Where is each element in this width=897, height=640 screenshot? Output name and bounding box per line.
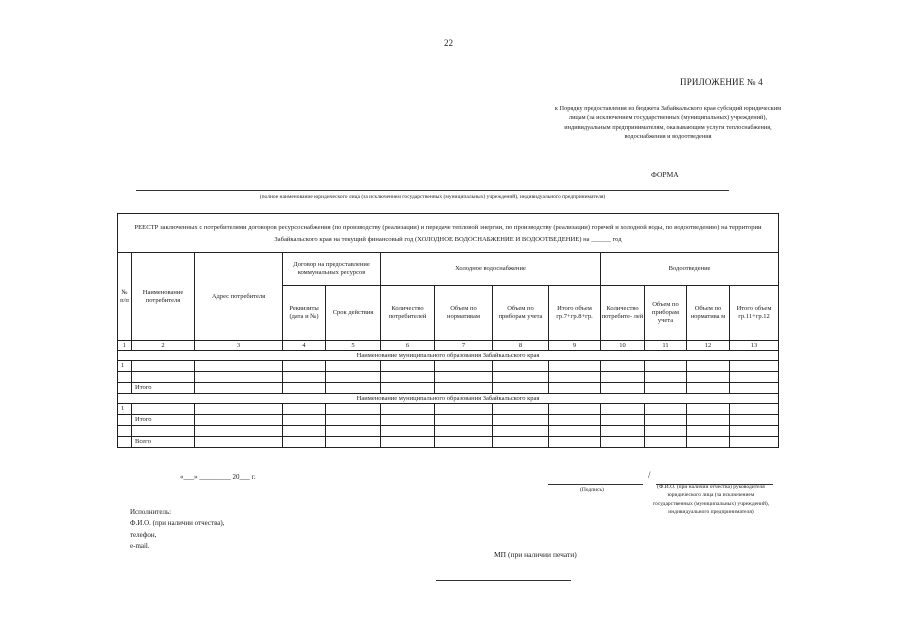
column-number: 11 xyxy=(645,341,687,351)
bottom-line xyxy=(436,580,571,581)
signature-caption: (Подпись) xyxy=(580,487,604,493)
date-line: «___» _________ 20___ г. xyxy=(180,473,256,481)
municipality-row: Наименование муниципального образования Забайкальского края xyxy=(118,351,779,361)
executor-phone: телефон, xyxy=(130,530,157,539)
table-row xyxy=(118,404,779,415)
signature-line xyxy=(548,484,643,485)
row-number: 1 xyxy=(118,361,132,372)
subtotal-label: Итого xyxy=(132,383,195,394)
header-cw-norm: Объем по нормативам xyxy=(435,286,493,341)
column-number: 2 xyxy=(132,341,195,351)
grand-total-row xyxy=(118,437,779,448)
fio-caption: (Ф.И.О. (при наличии отчества) руководителя юридического лица (за исключением государственных (муниципальных) учреждений), индивидуального предпринимателя) xyxy=(652,484,770,516)
registry-table xyxy=(117,213,779,448)
organization-caption: (полное наименование юридического лица (за исключением государственных (муниципальных) учреждений), индивидуального предпринимателя) xyxy=(259,194,606,200)
column-number: 9 xyxy=(549,341,601,351)
header-term: Срок действия xyxy=(326,286,381,341)
header-dr-norm: Объем по норматива м xyxy=(687,286,730,341)
column-number: 4 xyxy=(283,341,326,351)
subtotal-row xyxy=(118,415,779,426)
column-number: 1 xyxy=(118,341,132,351)
executor-label: Исполнитель: xyxy=(130,508,172,516)
header-dr-total: Итого объем гр.11+гр.12 xyxy=(730,286,779,341)
municipality-row: Наименование муниципального образования Забайкальского края xyxy=(118,394,779,404)
table-row xyxy=(118,372,779,383)
appendix-title: ПРИЛОЖЕНИЕ № 4 xyxy=(680,77,763,87)
table-row xyxy=(118,426,779,437)
header-drainage-group: Водоотведение xyxy=(601,253,779,286)
executor-email: e-mail. xyxy=(130,541,150,550)
header-requisites: Реквизиты (дата и №) xyxy=(283,286,326,341)
registry-title: РЕЕСТР заключенных с потребителями договоров ресурсоснабжения (по производству (реализации) и передаче тепловой энергии, по производству (реализации) горячей и холодной воды, по водоотведению) на территории Забайкальского края на текущий финансовый год (ХОЛОДНОЕ ВОДОСНАБЖЕНИЕ И ВОДООТВЕДЕНИЕ) на ______ год xyxy=(118,214,779,253)
signature-separator: / xyxy=(648,470,651,480)
column-number-row xyxy=(118,341,779,351)
procedure-reference: к Порядку предоставления из бюджета Забайкальского края субсидий юридическим лицам (за исключением государственных (муниципальных) учреждений), индивидуальным предпринимателям, оказывающим услуги теплоснабжения, водоснабжения и водоотведения xyxy=(554,105,782,140)
header-cold-water-group: Холодное водоснабжение xyxy=(381,253,601,286)
row-number: 1 xyxy=(118,404,132,415)
column-number: 7 xyxy=(435,341,493,351)
column-number: 8 xyxy=(493,341,549,351)
header-cw-count: Количество потребителей xyxy=(381,286,435,341)
form-label: ФОРМА xyxy=(651,170,679,179)
grand-total-label: Всего xyxy=(132,437,195,448)
column-number: 12 xyxy=(687,341,730,351)
header-consumer-name: Наименование потребителя xyxy=(132,253,195,341)
executor-block xyxy=(130,507,224,552)
header-num: № п/п xyxy=(118,253,132,341)
header-contract-group: Договор на предоставление коммунальных ресурсов xyxy=(283,253,381,286)
column-number: 6 xyxy=(381,341,435,351)
subtotal-label: Итого xyxy=(132,415,195,426)
subtotal-row xyxy=(118,383,779,394)
executor-fio: Ф.И.О. (при наличии отчества), xyxy=(130,519,225,528)
column-number: 3 xyxy=(195,341,283,351)
column-number: 10 xyxy=(601,341,645,351)
header-address: Адрес потребителя xyxy=(195,253,283,341)
header-cw-meters: Объем по приборам учета xyxy=(493,286,549,341)
header-cw-total: Итого объем гр.7+гр.8+гр. xyxy=(549,286,601,341)
column-number: 5 xyxy=(326,341,381,351)
column-number: 13 xyxy=(730,341,779,351)
organization-name-line xyxy=(136,190,729,191)
page-number: 22 xyxy=(444,38,453,48)
table-row xyxy=(118,361,779,372)
stamp-label: МП (при наличии печати) xyxy=(494,550,577,559)
header-dr-meters: Объем по приборам учета xyxy=(645,286,687,341)
header-dr-count: Количество потребите- лей xyxy=(601,286,645,341)
